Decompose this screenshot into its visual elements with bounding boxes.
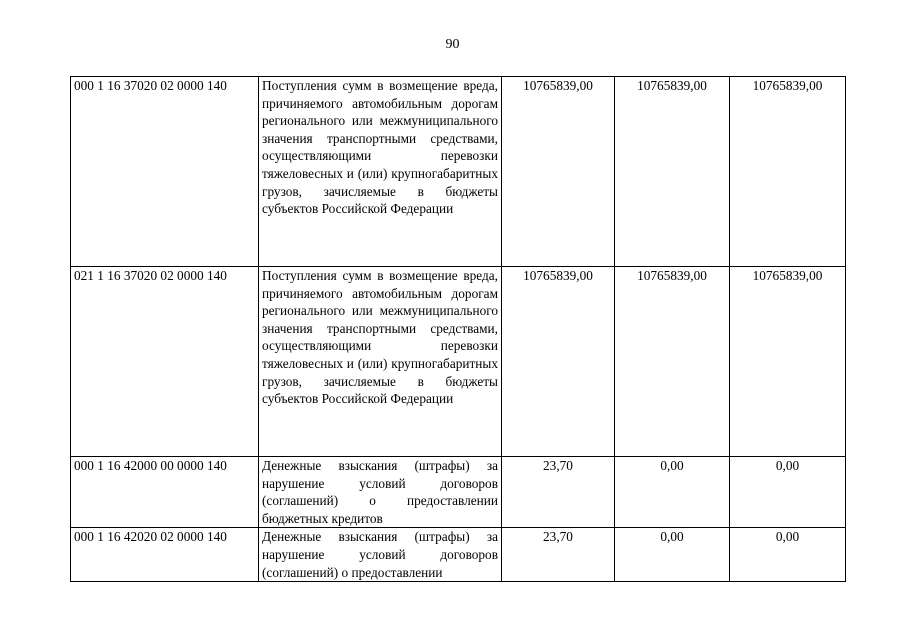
amount-year-1: 10765839,00 <box>502 77 615 267</box>
amount-year-3: 10765839,00 <box>730 77 846 267</box>
budget-classification-code: 021 1 16 37020 02 0000 140 <box>71 267 259 457</box>
amount-year-2: 10765839,00 <box>615 267 730 457</box>
table-row <box>71 267 846 457</box>
revenue-name: Поступления сумм в возмещение вреда, причиняемого автомобильным дорогам регионального или межмуниципального значения транспортными средствами, осуществляющими перевозки тяжеловесных и (или) крупногабаритных грузов, зачисляемые в бюджеты субъектов Российской Федерации <box>259 77 502 267</box>
page-number: 90 <box>445 37 460 52</box>
amount-year-1: 23,70 <box>502 528 615 582</box>
amount-year-3: 10765839,00 <box>730 267 846 457</box>
revenue-name: Денежные взыскания (штрафы) за нарушение условий договоров (соглашений) о предоставлении бюджетных кредитов <box>259 457 502 528</box>
table-row <box>71 528 846 582</box>
revenue-table <box>70 76 846 582</box>
amount-year-2: 10765839,00 <box>615 77 730 267</box>
revenue-name: Поступления сумм в возмещение вреда, причиняемого автомобильным дорогам регионального или межмуниципального значения транспортными средствами, осуществляющими перевозки тяжеловесных и (или) крупногабаритных грузов, зачисляемые в бюджеты субъектов Российской Федерации <box>259 267 502 457</box>
amount-year-3: 0,00 <box>730 528 846 582</box>
amount-year-3: 0,00 <box>730 457 846 528</box>
budget-classification-code: 000 1 16 42020 02 0000 140 <box>71 528 259 582</box>
budget-classification-code: 000 1 16 37020 02 0000 140 <box>71 77 259 267</box>
amount-year-1: 10765839,00 <box>502 267 615 457</box>
budget-classification-code: 000 1 16 42000 00 0000 140 <box>71 457 259 528</box>
table-row <box>71 457 846 528</box>
amount-year-1: 23,70 <box>502 457 615 528</box>
amount-year-2: 0,00 <box>615 528 730 582</box>
revenue-name: Денежные взыскания (штрафы) за нарушение условий договоров (соглашений) о предоставлении <box>259 528 502 582</box>
table-row <box>71 77 846 267</box>
amount-year-2: 0,00 <box>615 457 730 528</box>
